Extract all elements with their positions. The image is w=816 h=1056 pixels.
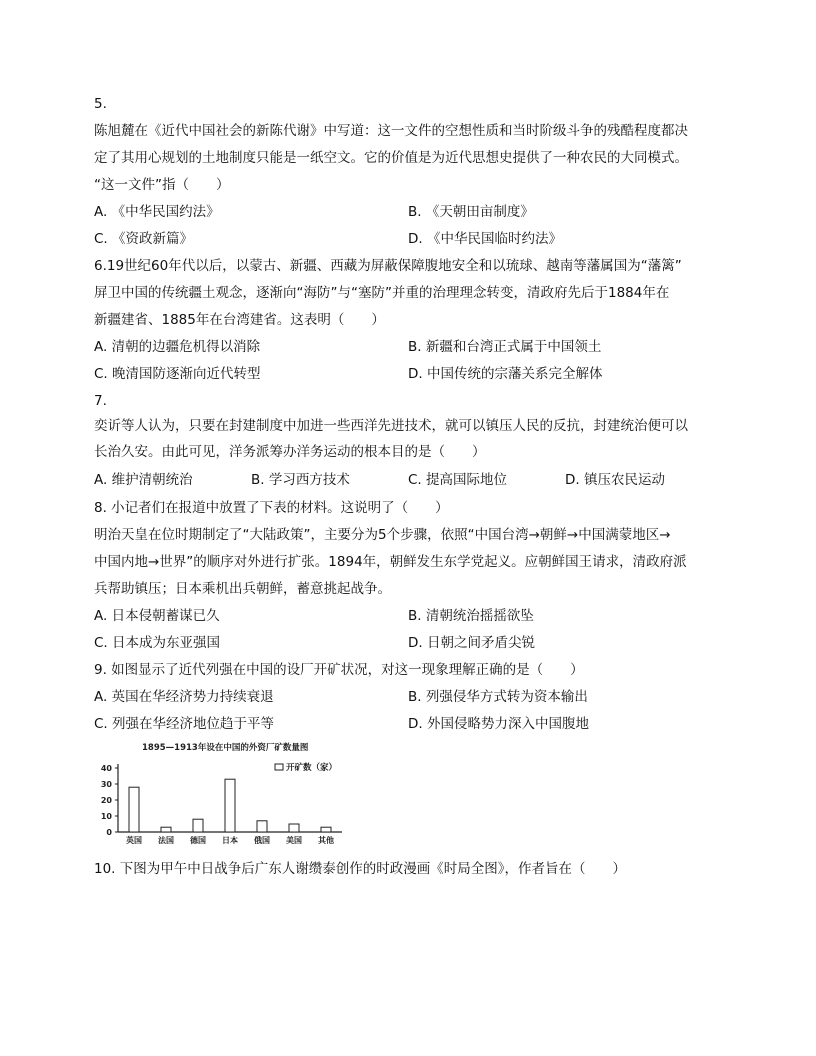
y-tick-label: 20: [100, 796, 112, 805]
q5-text-line-3: “这一文件”指（ ）: [94, 177, 230, 193]
q5-text-line-2: 定了其用心规划的土地制度只能是一纸空文。它的价值是为近代思想史提供了一种农民的大同模式。: [94, 150, 688, 166]
q8-option-b: B. 清朝统治摇摇欲坠: [408, 608, 534, 624]
q6-option-d: D. 中国传统的宗藩关系完全解体: [408, 366, 603, 382]
q5-text-line-1: 陈旭麓在《近代中国社会的新陈代谢》中写道：这一文件的空想性质和当时阶级斗争的残酷程度都决: [94, 123, 688, 139]
y-tick-label: 0: [106, 828, 112, 837]
legend-swatch: [275, 764, 283, 770]
q5-number: 5.: [94, 96, 107, 112]
q8-option-a: A. 日本侵朝蓄谋已久: [94, 608, 220, 624]
q5-option-a: A. 《中华民国约法》: [94, 204, 220, 220]
q8-text-line-4: 兵帮助镇压；日本乘机出兵朝鲜，蓄意挑起战争。: [94, 581, 391, 597]
q5-option-d: D. 《中华民国临时约法》: [408, 231, 562, 247]
q7-option-d: D. 镇压农民运动: [565, 472, 665, 488]
q8-option-c: C. 日本成为东亚强国: [94, 635, 221, 651]
x-tick-label: 法国: [158, 836, 174, 845]
q6-option-a: A. 清朝的边疆危机得以消除: [94, 339, 261, 355]
chart-title: 1895—1913年设在中国的外资厂矿数量图: [142, 743, 309, 753]
q8-text-line-3: 中国内地→世界”的顺序对外进行扩张。1894年，朝鲜发生东学党起义。应朝鲜国王请求，清政府派: [94, 554, 687, 570]
q9-text-line-1: 9. 如图显示了近代列强在中国的设厂开矿状况，对这一现象理解正确的是（ ）: [94, 662, 584, 678]
q6-option-b: B. 新疆和台湾正式属于中国领土: [408, 339, 602, 355]
bar: [193, 819, 203, 832]
x-tick-label: 德国: [190, 836, 206, 845]
q8-text-line-2: 明治天皇在位时期制定了“大陆政策”，主要分为5个步骤，依照“中国台湾→朝鲜→中国满蒙地区→: [94, 527, 671, 543]
foreign-factory-bar-chart: [92, 740, 352, 848]
q6-text-line-1: 6.19世纪60年代以后，以蒙古、新疆、西藏为屏蔽保障腹地安全和以琉球、越南等藩属国为“藩篱”: [94, 258, 682, 274]
bar: [289, 824, 299, 832]
y-tick-label: 40: [100, 764, 112, 773]
x-tick-label: 日本: [222, 836, 238, 845]
bar: [129, 787, 139, 832]
q7-option-a: A. 维护清朝统治: [94, 472, 193, 488]
x-tick-label: 英国: [126, 836, 142, 845]
bar: [321, 827, 331, 832]
q9-option-d: D. 外国侵略势力深入中国腹地: [408, 716, 589, 732]
bar: [257, 821, 267, 832]
bar: [161, 827, 171, 832]
q6-option-c: C. 晚清国防逐渐向近代转型: [94, 366, 261, 382]
chart-legend: 开矿数（家）: [286, 763, 338, 773]
q7-number: 7.: [94, 393, 107, 409]
q7-text-line-1: 奕䜣等人认为，只要在封建制度中加进一些西洋先进技术，就可以镇压人民的反抗，封建统治便可以: [94, 418, 688, 434]
y-tick-label: 30: [100, 780, 112, 789]
q9-option-b: B. 列强侵华方式转为资本输出: [408, 689, 588, 705]
q8-text-line-1: 8. 小记者们在报道中放置了下表的材料。这说明了（ ）: [94, 500, 449, 516]
q7-option-c: C. 提高国际地位: [408, 472, 508, 488]
q6-text-line-2: 屏卫中国的传统疆土观念，逐渐向“海防”与“塞防”并重的治理理念转变，清政府先后于1884年在: [94, 285, 670, 301]
q8-option-d: D. 日朝之间矛盾尖锐: [408, 635, 535, 651]
q9-option-c: C. 列强在华经济地位趋于平等: [94, 716, 275, 732]
x-tick-label: 俄国: [254, 836, 270, 845]
q10-text-line-1: 10. 下图为甲午中日战争后广东人谢缵泰创作的时政漫画《时局全图》，作者旨在（ ）: [94, 861, 627, 877]
q5-option-b: B. 《天朝田亩制度》: [408, 204, 534, 220]
y-tick-label: 10: [100, 812, 112, 821]
x-tick-label: 其他: [318, 836, 334, 845]
q9-option-a: A. 英国在华经济势力持续衰退: [94, 689, 274, 705]
q7-text-line-2: 长治久安。由此可见，洋务派筹办洋务运动的根本目的是（ ）: [94, 444, 486, 460]
q6-text-line-3: 新疆建省、1885年在台湾建省。这表明（ ）: [94, 312, 385, 328]
x-tick-label: 美国: [286, 836, 302, 845]
bar: [225, 779, 235, 832]
q5-option-c: C. 《资政新篇》: [94, 231, 194, 247]
q7-option-b: B. 学习西方技术: [251, 472, 350, 488]
